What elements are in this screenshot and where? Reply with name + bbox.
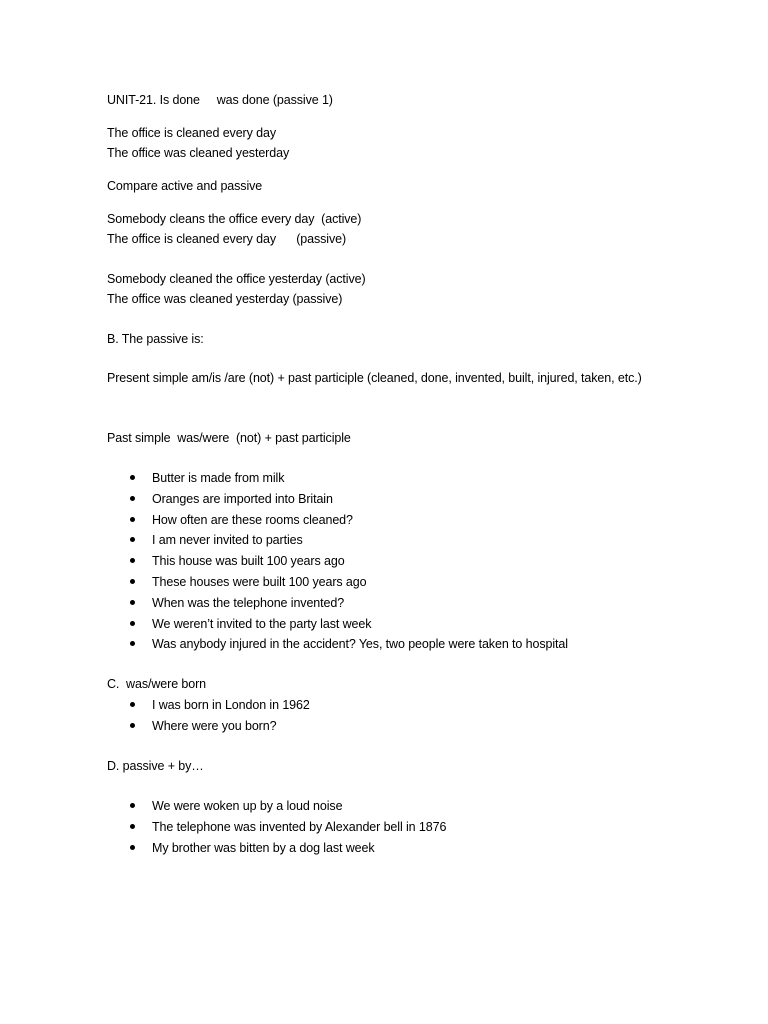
list-item: Where were you born? (107, 718, 310, 739)
bullet-icon (130, 723, 135, 728)
list-item: The telephone was invented by Alexander bell in 1876 (107, 819, 446, 840)
bullet-icon (130, 702, 135, 707)
compare1-active: Somebody cleans the office every day (active) (107, 212, 362, 226)
list-item: This house was built 100 years ago (107, 553, 568, 574)
section-c-heading: C. was/were born (107, 677, 207, 691)
bullet-icon (130, 496, 135, 501)
past-simple-rule: Past simple was/were (not) + past participle (107, 431, 351, 445)
compare-heading: Compare active and passive (107, 179, 263, 193)
list-item: Was anybody injured in the accident? Yes, two people were taken to hospital (107, 636, 568, 657)
examples-c-list (107, 697, 310, 739)
bullet-icon (130, 579, 135, 584)
bullet-icon (130, 845, 135, 850)
bullet-icon (130, 803, 135, 808)
bullet-icon (130, 517, 135, 522)
list-item: My brother was bitten by a dog last week (107, 840, 446, 861)
list-item: How often are these rooms cleaned? (107, 512, 568, 533)
example-past-passive: The office was cleaned yesterday (107, 146, 290, 160)
compare2-active: Somebody cleaned the office yesterday (active) (107, 272, 366, 286)
bullet-icon (130, 537, 135, 542)
bullet-icon (130, 824, 135, 829)
present-simple-rule: Present simple am/is /are (not) + past participle (cleaned, done, invented, built, injured, taken, etc.) (107, 371, 642, 385)
compare2-passive: The office was cleaned yesterday (passive) (107, 292, 343, 306)
examples-d-list (107, 798, 446, 860)
bullet-icon (130, 641, 135, 646)
bullet-icon (130, 600, 135, 605)
list-item: These houses were built 100 years ago (107, 574, 568, 595)
list-item: Butter is made from milk (107, 470, 568, 491)
compare1-passive: The office is cleaned every day (passive) (107, 232, 347, 246)
bullet-icon (130, 621, 135, 626)
bullet-icon (130, 475, 135, 480)
examples-b-list (107, 470, 568, 657)
list-item: We were woken up by a loud noise (107, 798, 446, 819)
list-item: I was born in London in 1962 (107, 697, 310, 718)
example-present-passive: The office is cleaned every day (107, 126, 276, 140)
bullet-icon (130, 558, 135, 563)
list-item: I am never invited to parties (107, 532, 568, 553)
list-item: Oranges are imported into Britain (107, 491, 568, 512)
list-item: We weren’t invited to the party last week (107, 616, 568, 637)
section-b-heading: B. The passive is: (107, 332, 204, 346)
section-d-heading: D. passive + by… (107, 759, 204, 773)
list-item: When was the telephone invented? (107, 595, 568, 616)
unit-title: UNIT-21. Is done was done (passive 1) (107, 93, 333, 107)
